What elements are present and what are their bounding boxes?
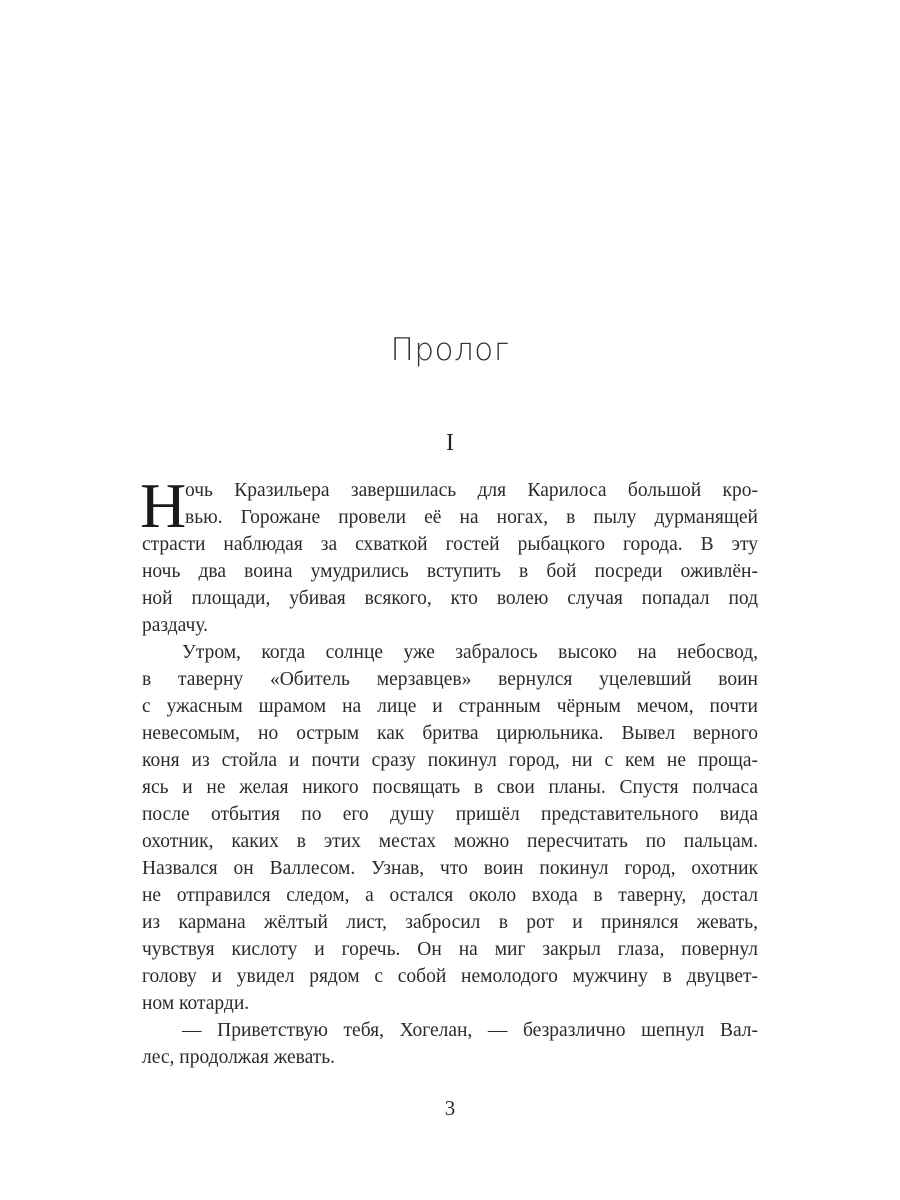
text-line: чувствуя кислоту и горечь. Он на миг закрыл глаза, повернул	[142, 939, 758, 960]
text-line: из кармана жёлтый лист, забросил в рот и принялся жевать,	[142, 912, 758, 933]
chapter-title: Пролог	[390, 332, 510, 368]
text-line: ной площади, убивая всякого, кто волею случая попадал под	[142, 588, 758, 609]
text-line: Назвался он Валлесом. Узнав, что воин покинул город, охотник	[142, 858, 758, 879]
text-line: — Приветствую тебя, Хогелан, — безразлично шепнул Вал-	[182, 1020, 758, 1041]
text-line: охотник, каких в этих местах можно пересчитать по пальцам.	[142, 831, 758, 852]
text-line: невесомым, но острым как бритва цирюльника. Вывел верного	[142, 723, 758, 744]
text-line: с ужасным шрамом на лице и странным чёрным мечом, почти	[142, 696, 758, 717]
text-line: после отбытия по его душу пришёл представительного вида	[142, 804, 758, 825]
text-line: коня из стойла и почти сразу покинул город, ни с кем не проща-	[142, 750, 758, 771]
text-line: ночь два воина умудрились вступить в бой посреди оживлён-	[142, 561, 758, 582]
text-line: Утром, когда солнце уже забралось высоко на небосвод,	[182, 642, 758, 663]
text-line: очь Кразильера завершилась для Карилоса большой кро-	[185, 480, 758, 501]
text-line: не отправился следом, а остался около входа в таверну, достал	[142, 885, 758, 906]
text-line: лес, продолжая жевать.	[142, 1047, 336, 1068]
text-line: в таверну «Обитель мерзавцев» вернулся уцелевший воин	[142, 669, 758, 690]
text-line: ясь и не желая никого посвящать в свои планы. Спустя полчаса	[142, 777, 758, 798]
text-line: раздачу.	[142, 615, 209, 636]
text-line: вью. Горожане провели её на ногах, в пылу дурманящей	[185, 507, 758, 528]
body-text	[140, 470, 758, 1071]
text-line: голову и увидел рядом с собой немолодого мужчину в двуцвет-	[142, 966, 758, 987]
page-number: 3	[444, 1096, 456, 1120]
section-number: I	[446, 430, 454, 456]
text-line: ном котарди.	[142, 993, 250, 1014]
text-line: страсти наблюдая за схваткой гостей рыбацкого города. В эту	[142, 534, 758, 555]
drop-cap: Н	[140, 470, 187, 541]
